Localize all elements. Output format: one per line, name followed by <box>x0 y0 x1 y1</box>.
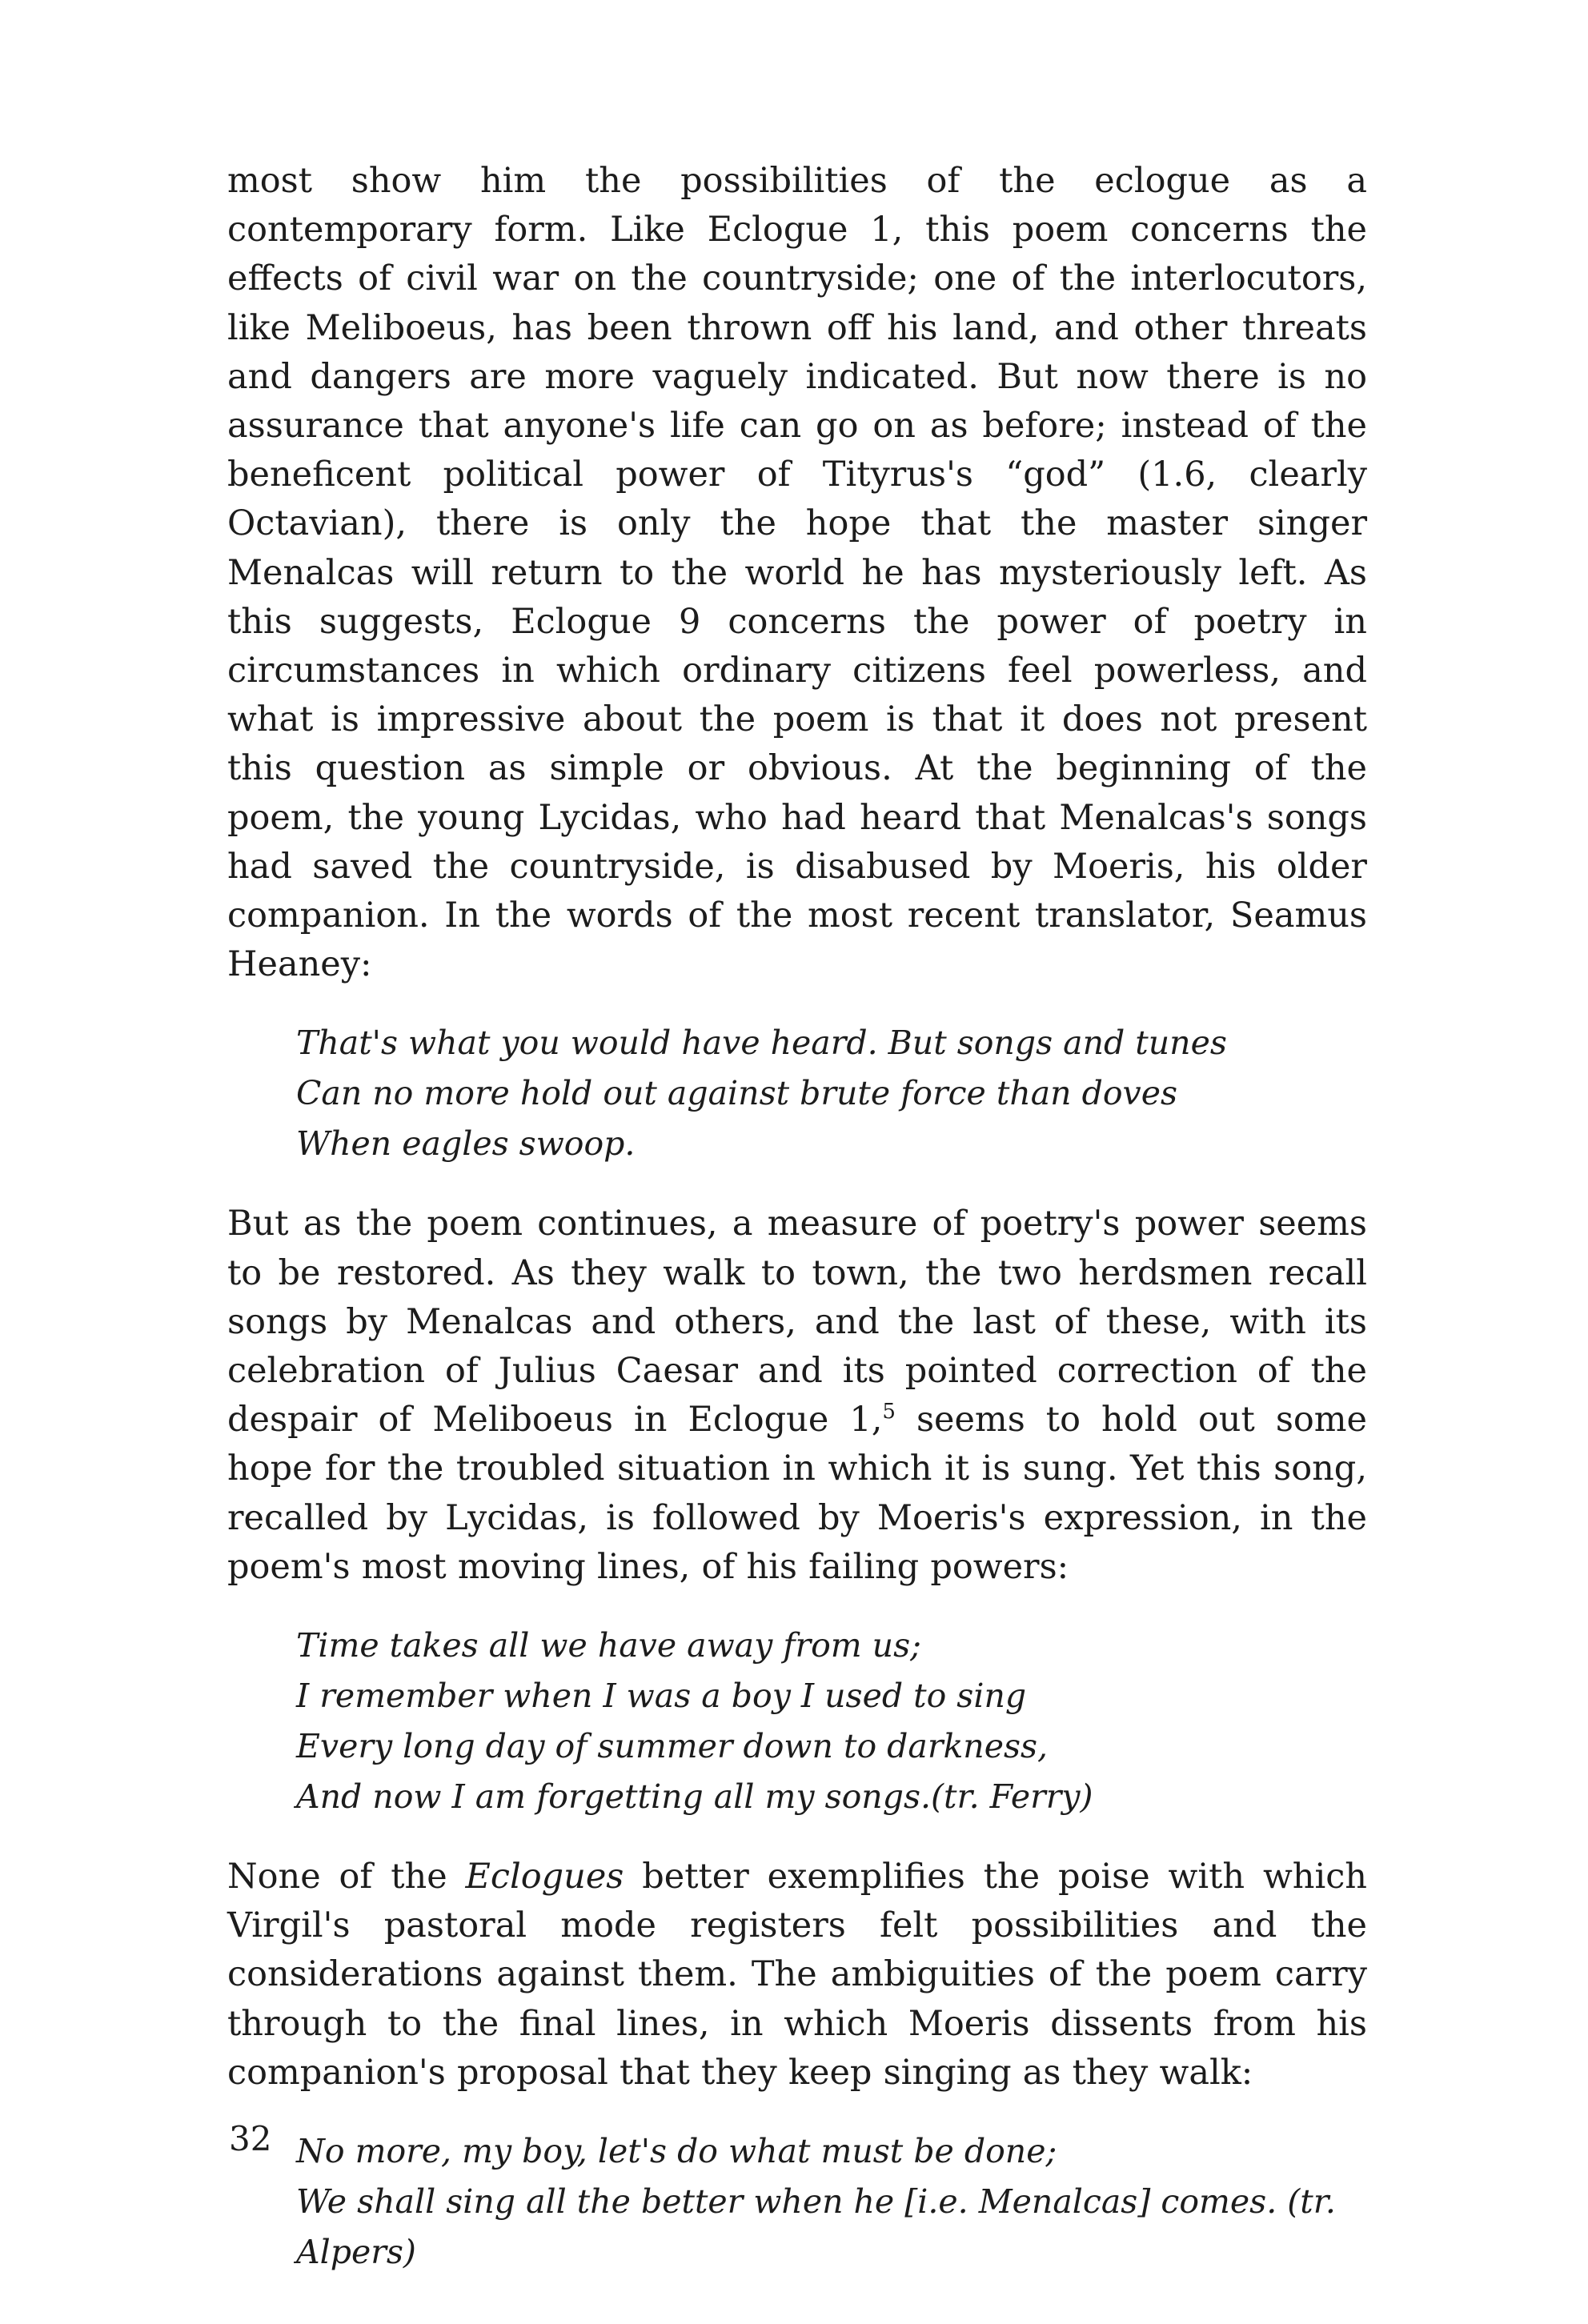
footnote-marker: 5 <box>882 1400 896 1424</box>
paragraph-text: better exemplifies the poise with which Virgil's pastoral mode registers felt possibilities and the considerations against them. The ambiguities of the poem carry through to the final lines, in which Moeris dissents from his companion's proposal that they keep singing as they walk: <box>227 1857 1367 2093</box>
paragraph-text: seems to hold out some hope for the troubled situation in which it is sung. Yet this song, recalled by Lycidas, is followed by Moeris's expression, in the poem's most moving lines, of his failing powers: <box>227 1400 1367 1587</box>
verse-line: Every long day of summer down to darkness, <box>296 1727 1049 1766</box>
verse-quote-ferry <box>227 1621 1367 1822</box>
verse-quote-heaney <box>227 1018 1367 1169</box>
verse-line: And now I am forgetting all my songs.(tr. Ferry) <box>296 1777 1093 1817</box>
verse-line: Can no more hold out against brute force than doves <box>296 1074 1178 1113</box>
verse-line: That's what you would have heard. But songs and tunes <box>296 1024 1227 1063</box>
paragraph-text: But as the poem continues, a measure of poetry's power seems to be restored. As they walk to town, the two herdsmen recall songs by Menalcas and others, and the last of these, with its celebration of Julius Caesar and its pointed correction of the despair of Meliboeus in Eclogue 1, <box>227 1204 1367 1440</box>
verse-line: Alpers) <box>296 2233 416 2272</box>
text-block <box>227 157 1367 2278</box>
book-title: Eclogues <box>465 1857 624 1897</box>
paragraph-final-lines <box>227 1853 1367 2098</box>
verse-line: Time takes all we have away from us; <box>296 1626 921 1665</box>
page-number: 32 <box>229 2119 272 2158</box>
verse-line: When eagles swoop. <box>296 1124 636 1164</box>
paragraph-eclogue-nine-intro: most show him the possibilities of the eclogue as a contemporary form. Like Eclogue 1, this poem concerns the effects of civil war on the countryside; one of the interlocutors, like Meliboeus, has been thrown off his land, and other threats and dangers are more vaguely indicated. But now there is no assurance that anyone's life can go on as before; instead of the beneficent political power of Tityrus's “god” (1.6, clearly Octavian), there is only the hope that the master singer Menalcas will return to the world he has mysteriously left. As this suggests, Eclogue 9 concerns the power of poetry in circumstances in which ordinary citizens feel powerless, and what is impressive about the poem is that it does not present this question as simple or obvious. At the beginning of the poem, the young Lycidas, who had heard that Menalcas's songs had saved the countryside, is disabused by Moeris, his older companion. In the words of the most recent translator, Seamus Heaney: <box>227 161 1367 985</box>
verse-line: We shall sing all the better when he [i.e. Menalcas] comes. (tr. <box>296 2182 1336 2222</box>
verse-line: No more, my boy, let's do what must be done; <box>296 2132 1057 2171</box>
verse-quote-alpers <box>227 2126 1367 2278</box>
verse-line: I remember when I was a boy I used to sing <box>296 1677 1027 1716</box>
paragraph-poetry-power <box>227 1200 1367 1592</box>
paragraph-text: None of the <box>227 1857 466 1897</box>
